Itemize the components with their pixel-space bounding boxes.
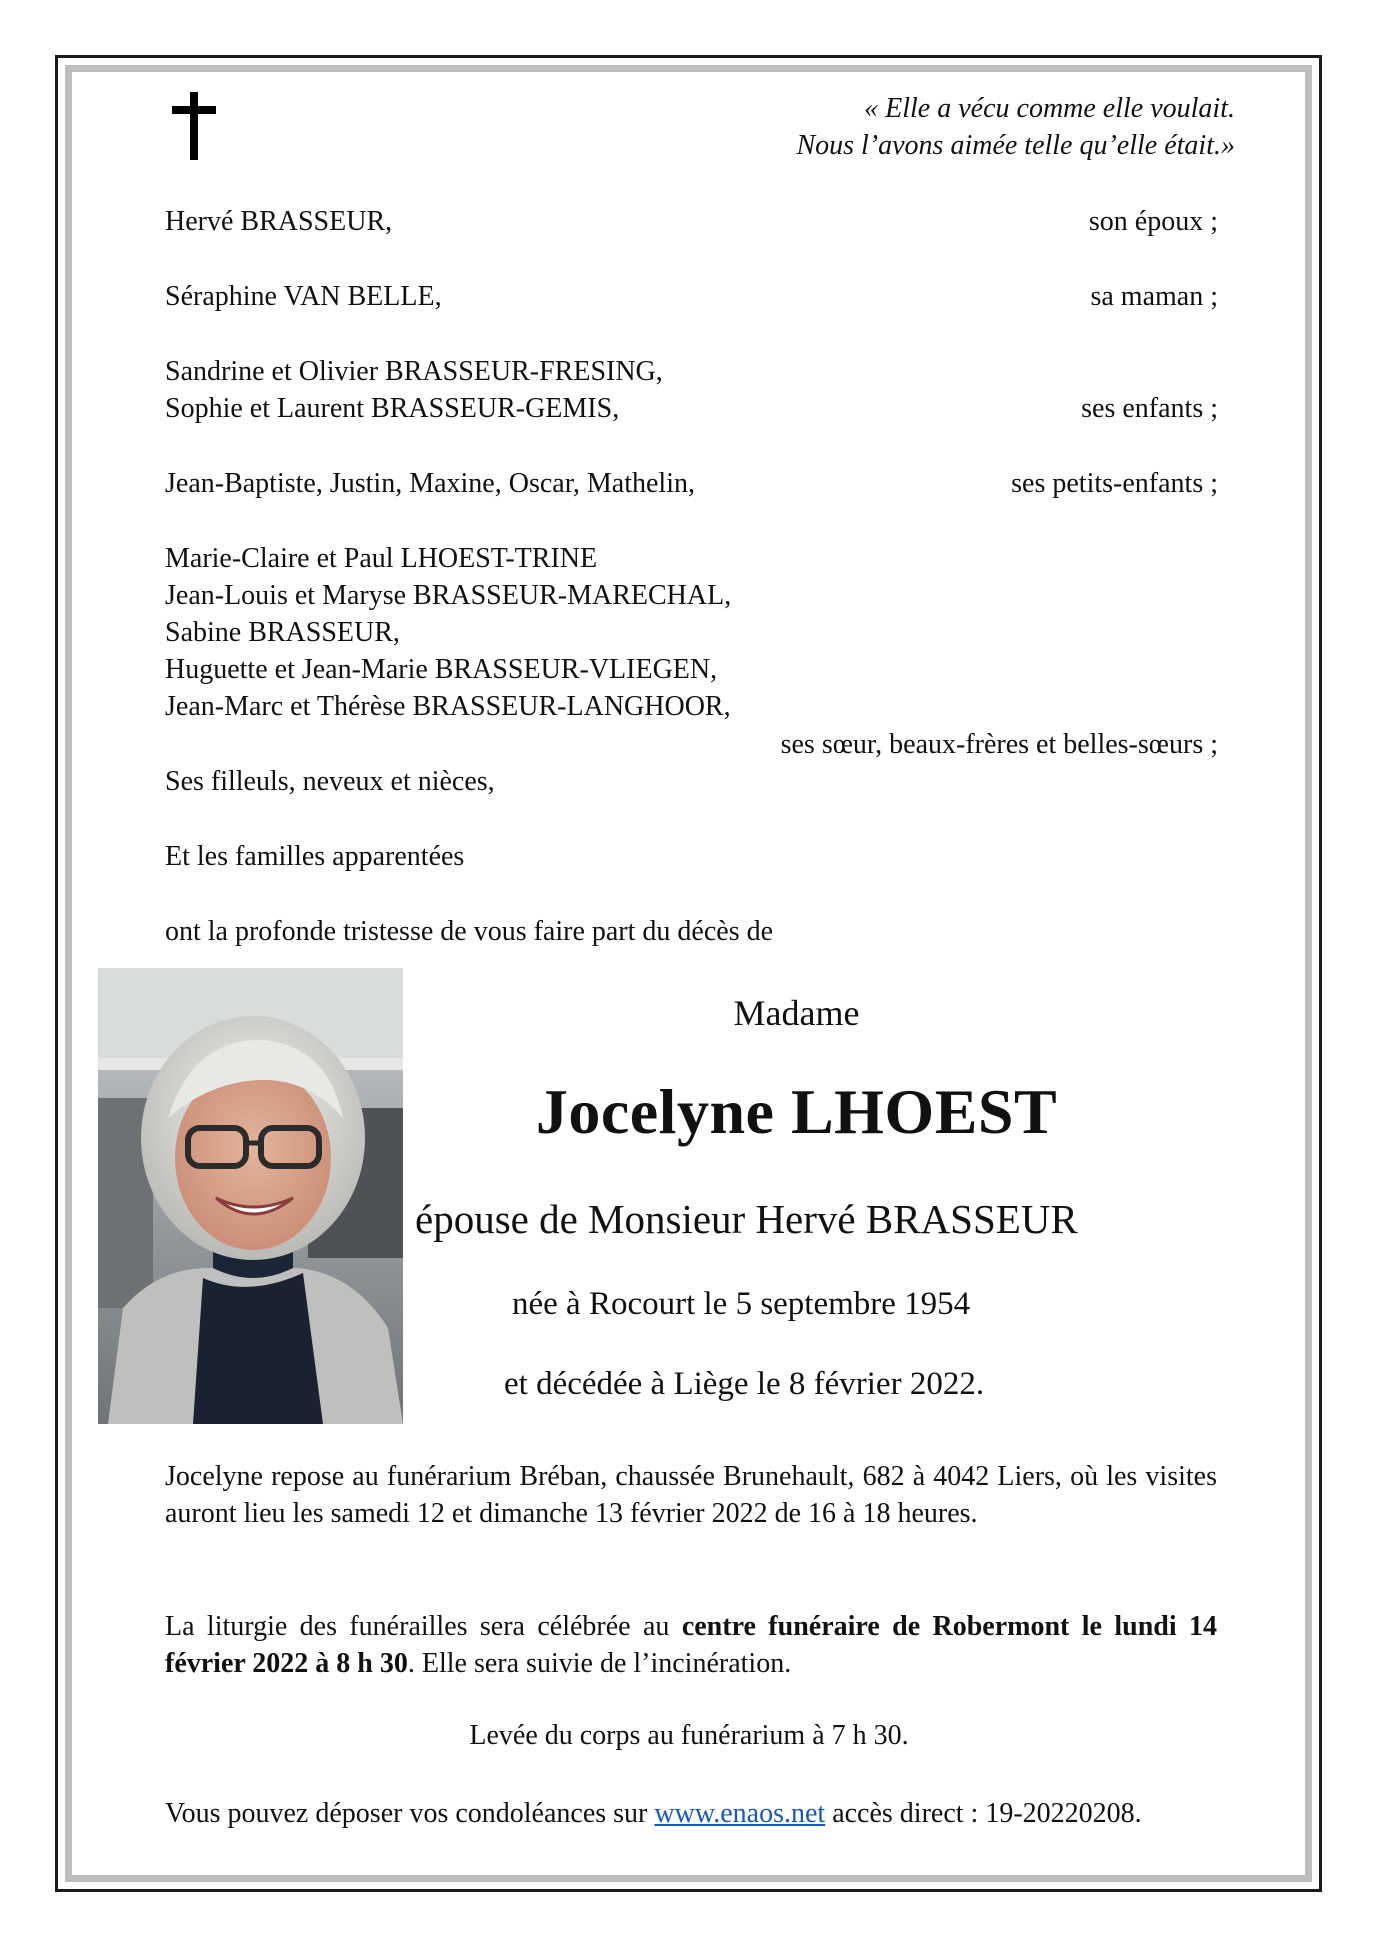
family-name: Sophie et Laurent BRASSEUR-GEMIS, [165, 393, 620, 424]
visitation-paragraph: Jocelyne repose au funérarium Bréban, chaussée Brunehault, 682 à 4042 Liers, où les visites auront lieu les samedi 12 et dimanche 13 février 2022 de 16 à 18 heures. [165, 1461, 1217, 1529]
family-name: Et les familles apparentées [165, 841, 465, 872]
liturgy-bold: centre funéraire de Robermont le lundi 14 février 2022 à 8 h 30 [165, 1611, 1218, 1679]
family-name: Sabine BRASSEUR, [165, 617, 400, 648]
family-name: Ses filleuls, neveux et nièces, [165, 766, 495, 797]
quote-line-1: « Elle a vécu comme elle voulait. [864, 93, 1235, 124]
family-name: Sandrine et Olivier BRASSEUR-FRESING, [165, 356, 663, 387]
liturgy-paragraph [165, 1608, 1217, 1682]
family-relation: ses sœur, beaux-frères et belles-sœurs ; [780, 729, 1218, 760]
condolences-paragraph [165, 1795, 1217, 1832]
deceased-death: et décédée à Liège le 8 février 2022. [504, 1366, 985, 1402]
deceased-spouse: épouse de Monsieur Hervé BRASSEUR [415, 1196, 1078, 1242]
condolences-intro: Vous pouvez déposer vos condoléances sur [165, 1798, 655, 1829]
cross-icon [170, 92, 218, 162]
liturgy-outro: . Elle sera suivie de l’incinération. [407, 1648, 792, 1679]
levee-line: Levée du corps au funérarium à 7 h 30. [469, 1720, 909, 1751]
family-name: Marie-Claire et Paul LHOEST-TRINE [165, 543, 598, 574]
announcement-line: ont la profonde tristesse de vous faire part du décès de [165, 916, 774, 947]
liturgy-intro: La liturgie des funérailles sera célébrée au [165, 1611, 682, 1642]
condolences-outro: accès direct : 19-20220208. [825, 1798, 1142, 1829]
family-relation: ses enfants ; [1081, 393, 1218, 424]
family-name: Séraphine VAN BELLE, [165, 281, 442, 312]
enaos-link[interactable]: www.enaos.net [654, 1798, 826, 1829]
deceased-title: Madame [733, 993, 860, 1033]
family-name: Jean-Louis et Maryse BRASSEUR-MARECHAL, [165, 580, 732, 611]
family-relation: ses petits-enfants ; [1011, 468, 1218, 499]
epitaph-quote [796, 90, 1235, 164]
deceased-name: Jocelyne LHOEST [535, 1076, 1058, 1147]
portrait-photo [98, 968, 403, 1424]
deceased-birth: née à Rocourt le 5 septembre 1954 [512, 1286, 971, 1322]
family-name: Jean-Marc et Thérèse BRASSEUR-LANGHOOR, [165, 691, 731, 722]
family-name: Hervé BRASSEUR, [165, 206, 393, 237]
family-name: Jean-Baptiste, Justin, Maxine, Oscar, Mathelin, [165, 468, 695, 499]
family-relation: sa maman ; [1090, 281, 1218, 312]
quote-line-2: Nous l’avons aimée telle qu’elle était.» [796, 130, 1235, 161]
family-name: Huguette et Jean-Marie BRASSEUR-VLIEGEN, [165, 654, 718, 685]
family-relation: son époux ; [1088, 206, 1218, 237]
